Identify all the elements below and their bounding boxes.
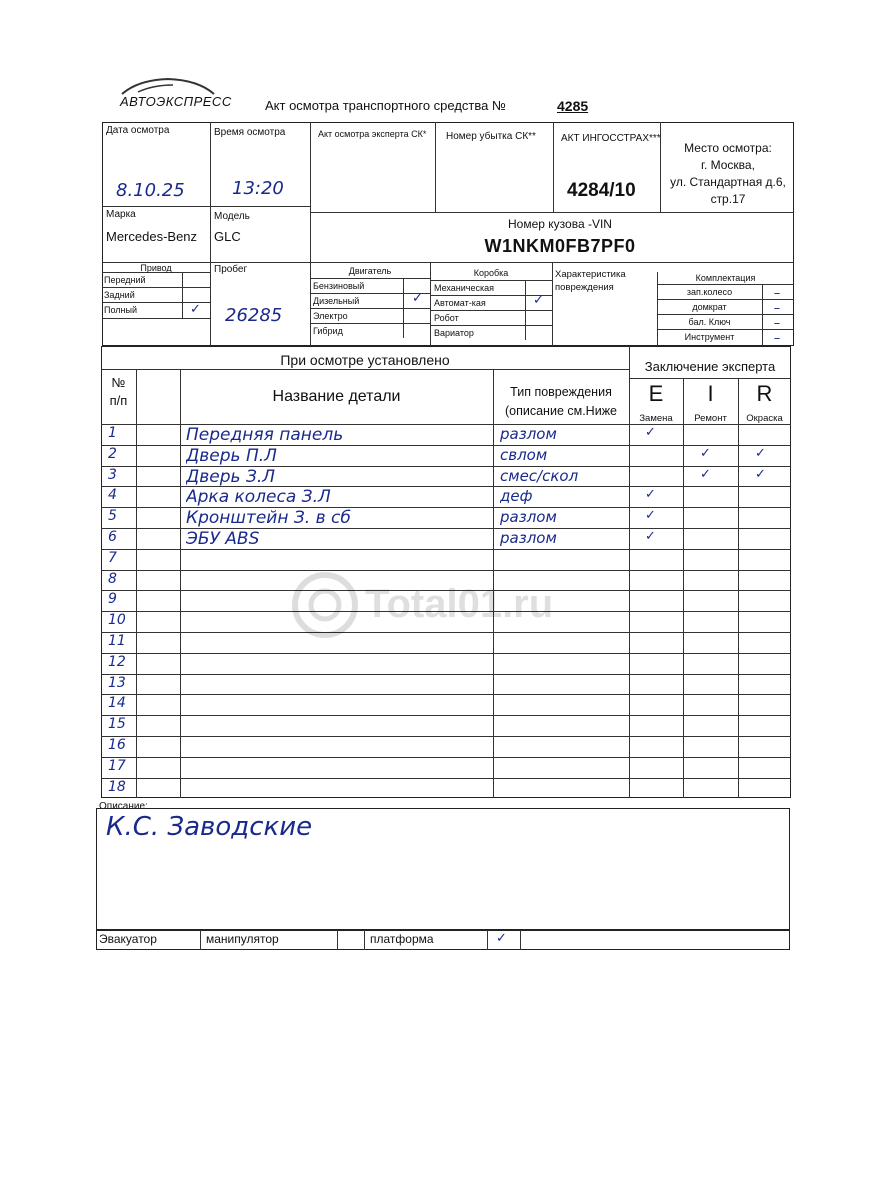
engine-item-hybrid: Гибрид — [313, 326, 343, 336]
row-number[interactable]: 16 — [108, 737, 126, 753]
engine-title: Двигатель — [348, 266, 392, 276]
row-part[interactable]: Кронштейн З. в сб — [186, 508, 351, 529]
claim-label: Номер убытка СК** — [446, 131, 536, 142]
row-damage[interactable]: деф — [500, 487, 533, 506]
drive-item-full: Полный — [104, 305, 137, 315]
logo-text: АВТОЭКСПРЕСС — [120, 94, 232, 109]
row-number[interactable]: 7 — [108, 549, 117, 566]
row-number[interactable]: 6 — [108, 529, 117, 545]
row-damage[interactable]: разлом — [500, 425, 557, 443]
row-number[interactable]: 4 — [108, 487, 117, 504]
vin-label: Номер кузова -VIN — [508, 217, 612, 231]
brand-label: Марка — [106, 209, 136, 220]
equipment-mark-wrench[interactable]: – — [773, 316, 781, 331]
row-number[interactable]: 15 — [108, 716, 126, 733]
mileage-label: Пробег — [214, 264, 248, 275]
time-label: Время осмотра — [214, 127, 286, 138]
col-damage-header: Тип повреждения (описание см.Ниже — [504, 385, 618, 418]
row-damage[interactable]: разлом — [500, 508, 557, 527]
row-part[interactable]: Передняя панель — [186, 425, 344, 445]
row-damage[interactable]: свлом — [500, 445, 548, 464]
row-replace-mark[interactable]: ✓ — [645, 425, 656, 440]
row-part[interactable]: Арка колеса З.Л — [186, 487, 331, 508]
place-line3: стр.17 — [710, 192, 746, 206]
car-logo-icon — [118, 74, 218, 96]
row-replace-mark[interactable]: ✓ — [645, 487, 656, 503]
col-r-header: R — [756, 381, 773, 406]
gearbox-item-manual: Механическая — [434, 283, 495, 293]
row-damage[interactable]: разлом — [500, 529, 557, 547]
watermark-text: Total01.ru — [365, 582, 554, 626]
col-e-sub: Замена — [639, 413, 673, 424]
row-part[interactable]: Дверь З.Л — [186, 466, 276, 487]
date-value[interactable]: 8.10.25 — [116, 180, 185, 201]
place-line1: г. Москва, — [701, 158, 755, 172]
drive-full-check-icon[interactable]: ✓ — [190, 302, 201, 317]
evacuator-opt-manipulator: манипулятор — [206, 932, 279, 946]
row-number[interactable]: 9 — [108, 591, 117, 608]
row-number[interactable]: 8 — [108, 570, 117, 587]
logo — [118, 74, 232, 114]
row-number[interactable]: 2 — [108, 445, 117, 462]
gearbox-auto-check-icon[interactable]: ✓ — [533, 293, 544, 308]
gearbox-title: Коробка — [473, 268, 509, 278]
place-block — [662, 140, 794, 208]
row-number[interactable]: 17 — [108, 757, 126, 774]
row-damage[interactable]: смес/скол — [500, 466, 579, 485]
col-part-header: Название детали — [272, 388, 401, 405]
model-label: Модель — [214, 211, 250, 222]
engine-item-petrol: Бензиновый — [313, 281, 365, 291]
equipment-item-spare: зап.колесо — [686, 287, 733, 297]
col-i-sub: Ремонт — [694, 413, 727, 424]
col-no-header: № п/п — [109, 375, 128, 408]
drive-title: Привод — [140, 263, 172, 273]
mileage-value[interactable]: 26285 — [225, 305, 283, 326]
row-number[interactable]: 12 — [108, 653, 126, 670]
ingos-label: АКТ ИНГОССТРАХ*** — [561, 133, 661, 144]
engine-item-diesel: Дизельный — [313, 296, 360, 306]
row-number[interactable]: 13 — [108, 674, 126, 691]
equipment-title: Комплектация — [695, 273, 756, 283]
expert-title: Заключение эксперта — [644, 359, 776, 374]
page-title: Акт осмотра транспортного средства № — [265, 98, 506, 113]
row-replace-mark[interactable]: ✓ — [645, 529, 656, 544]
equipment-mark-spare[interactable]: – — [773, 286, 781, 301]
row-number[interactable]: 18 — [108, 778, 126, 795]
gearbox-item-robot: Робот — [434, 313, 459, 323]
vin-value: W1NKM0FB7PF0 — [484, 236, 636, 256]
expert-act-label: Акт осмотра эксперта СК* — [318, 129, 427, 139]
row-number[interactable]: 14 — [108, 695, 126, 712]
equipment-mark-tools[interactable]: – — [773, 331, 781, 346]
place-label: Место осмотра: — [684, 141, 772, 155]
row-number[interactable]: 1 — [108, 425, 117, 441]
col-r-sub: Окраска — [746, 413, 783, 424]
watermark-logo-icon — [290, 570, 360, 640]
equipment-mark-jack[interactable]: – — [773, 301, 781, 316]
row-part[interactable]: Дверь П.Л — [186, 445, 277, 466]
row-number[interactable]: 5 — [108, 508, 117, 525]
engine-diesel-check-icon[interactable]: ✓ — [412, 291, 423, 306]
equipment-item-wrench: бал. Ключ — [688, 317, 731, 327]
damage-char-label: Характеристика повреждения — [555, 269, 626, 293]
time-value[interactable]: 13:20 — [232, 178, 284, 199]
equipment-item-jack: домкрат — [692, 302, 727, 312]
row-replace-mark[interactable]: ✓ — [645, 508, 656, 524]
row-repair-mark[interactable]: ✓ — [700, 445, 711, 461]
row-part[interactable]: ЭБУ ABS — [186, 529, 260, 549]
ingos-value: 4284/10 — [567, 180, 636, 201]
evacuator-opt-platform: платформа — [370, 932, 434, 946]
equipment-item-tools: Инструмент — [684, 332, 735, 342]
drive-item-front: Передний — [104, 275, 146, 285]
row-number[interactable]: 11 — [108, 633, 126, 649]
row-repair-mark[interactable]: ✓ — [700, 466, 711, 482]
row-paint-mark[interactable]: ✓ — [755, 445, 766, 461]
platform-check-icon[interactable]: ✓ — [496, 931, 507, 946]
drive-item-rear: Задний — [104, 290, 135, 300]
col-i-header: I — [707, 381, 714, 406]
row-number[interactable]: 3 — [108, 466, 117, 483]
evacuator-label: Эвакуатор — [99, 932, 157, 946]
description-value[interactable]: К.С. Заводские — [106, 812, 313, 842]
description-label: Описание: — [99, 801, 148, 812]
engine-item-electric: Электро — [313, 311, 348, 321]
col-e-header: E — [648, 381, 664, 406]
date-label: Дата осмотра — [106, 125, 170, 136]
row-number[interactable]: 10 — [108, 612, 126, 629]
row-paint-mark[interactable]: ✓ — [755, 466, 766, 482]
brand-value: Mercedes-Benz — [106, 229, 198, 244]
gearbox-item-auto: Автомат-кая — [434, 298, 486, 308]
model-value: GLC — [214, 229, 241, 244]
inspection-title: При осмотре установлено — [280, 352, 450, 368]
act-number: 4285 — [557, 98, 589, 114]
place-line2: ул. Стандартная д.6, — [670, 175, 786, 189]
gearbox-item-cvt: Вариатор — [434, 328, 474, 338]
